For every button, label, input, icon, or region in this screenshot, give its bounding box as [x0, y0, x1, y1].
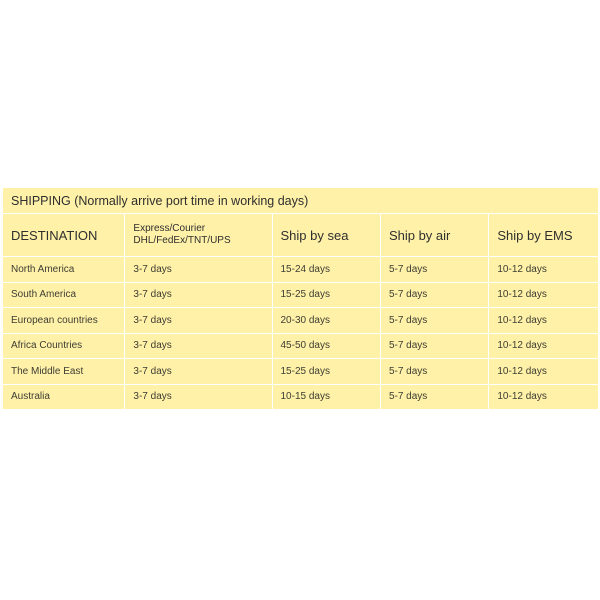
header-ship-by-air: Ship by air [380, 214, 488, 257]
cell-destination: European countries [3, 308, 125, 334]
table-row [3, 384, 599, 410]
cell-sea: 15-25 days [272, 359, 380, 385]
table-row [3, 333, 599, 359]
table-row [3, 359, 599, 385]
cell-air: 5-7 days [380, 359, 488, 385]
cell-ems: 10-12 days [489, 384, 599, 410]
header-express-line2: DHL/FedEx/TNT/UPS [133, 235, 231, 246]
cell-sea: 45-50 days [272, 333, 380, 359]
cell-express: 3-7 days [125, 282, 272, 308]
cell-sea: 20-30 days [272, 308, 380, 334]
cell-ems: 10-12 days [489, 359, 599, 385]
header-destination: DESTINATION [3, 214, 125, 257]
header-ship-by-ems: Ship by EMS [489, 214, 599, 257]
header-express-line1: Express/Courier [133, 223, 206, 234]
cell-ems: 10-12 days [489, 257, 599, 283]
table-title-row [3, 188, 599, 214]
cell-ems: 10-12 days [489, 308, 599, 334]
cell-air: 5-7 days [380, 308, 488, 334]
cell-express: 3-7 days [125, 333, 272, 359]
header-express-courier [125, 214, 272, 257]
cell-destination: Africa Countries [3, 333, 125, 359]
cell-sea: 10-15 days [272, 384, 380, 410]
cell-sea: 15-25 days [272, 282, 380, 308]
cell-air: 5-7 days [380, 257, 488, 283]
cell-sea: 15-24 days [272, 257, 380, 283]
cell-air: 5-7 days [380, 333, 488, 359]
table-row [3, 282, 599, 308]
cell-ems: 10-12 days [489, 333, 599, 359]
cell-destination: South America [3, 282, 125, 308]
cell-ems: 10-12 days [489, 282, 599, 308]
table-header-row [3, 214, 599, 257]
table-title: SHIPPING (Normally arrive port time in working days) [3, 188, 599, 214]
cell-express: 3-7 days [125, 308, 272, 334]
table-row [3, 308, 599, 334]
cell-express: 3-7 days [125, 384, 272, 410]
cell-air: 5-7 days [380, 384, 488, 410]
cell-express: 3-7 days [125, 359, 272, 385]
cell-destination: Australia [3, 384, 125, 410]
cell-air: 5-7 days [380, 282, 488, 308]
cell-destination: North America [3, 257, 125, 283]
table-row [3, 257, 599, 283]
cell-express: 3-7 days [125, 257, 272, 283]
shipping-table [2, 187, 599, 410]
header-ship-by-sea: Ship by sea [272, 214, 380, 257]
cell-destination: The Middle East [3, 359, 125, 385]
